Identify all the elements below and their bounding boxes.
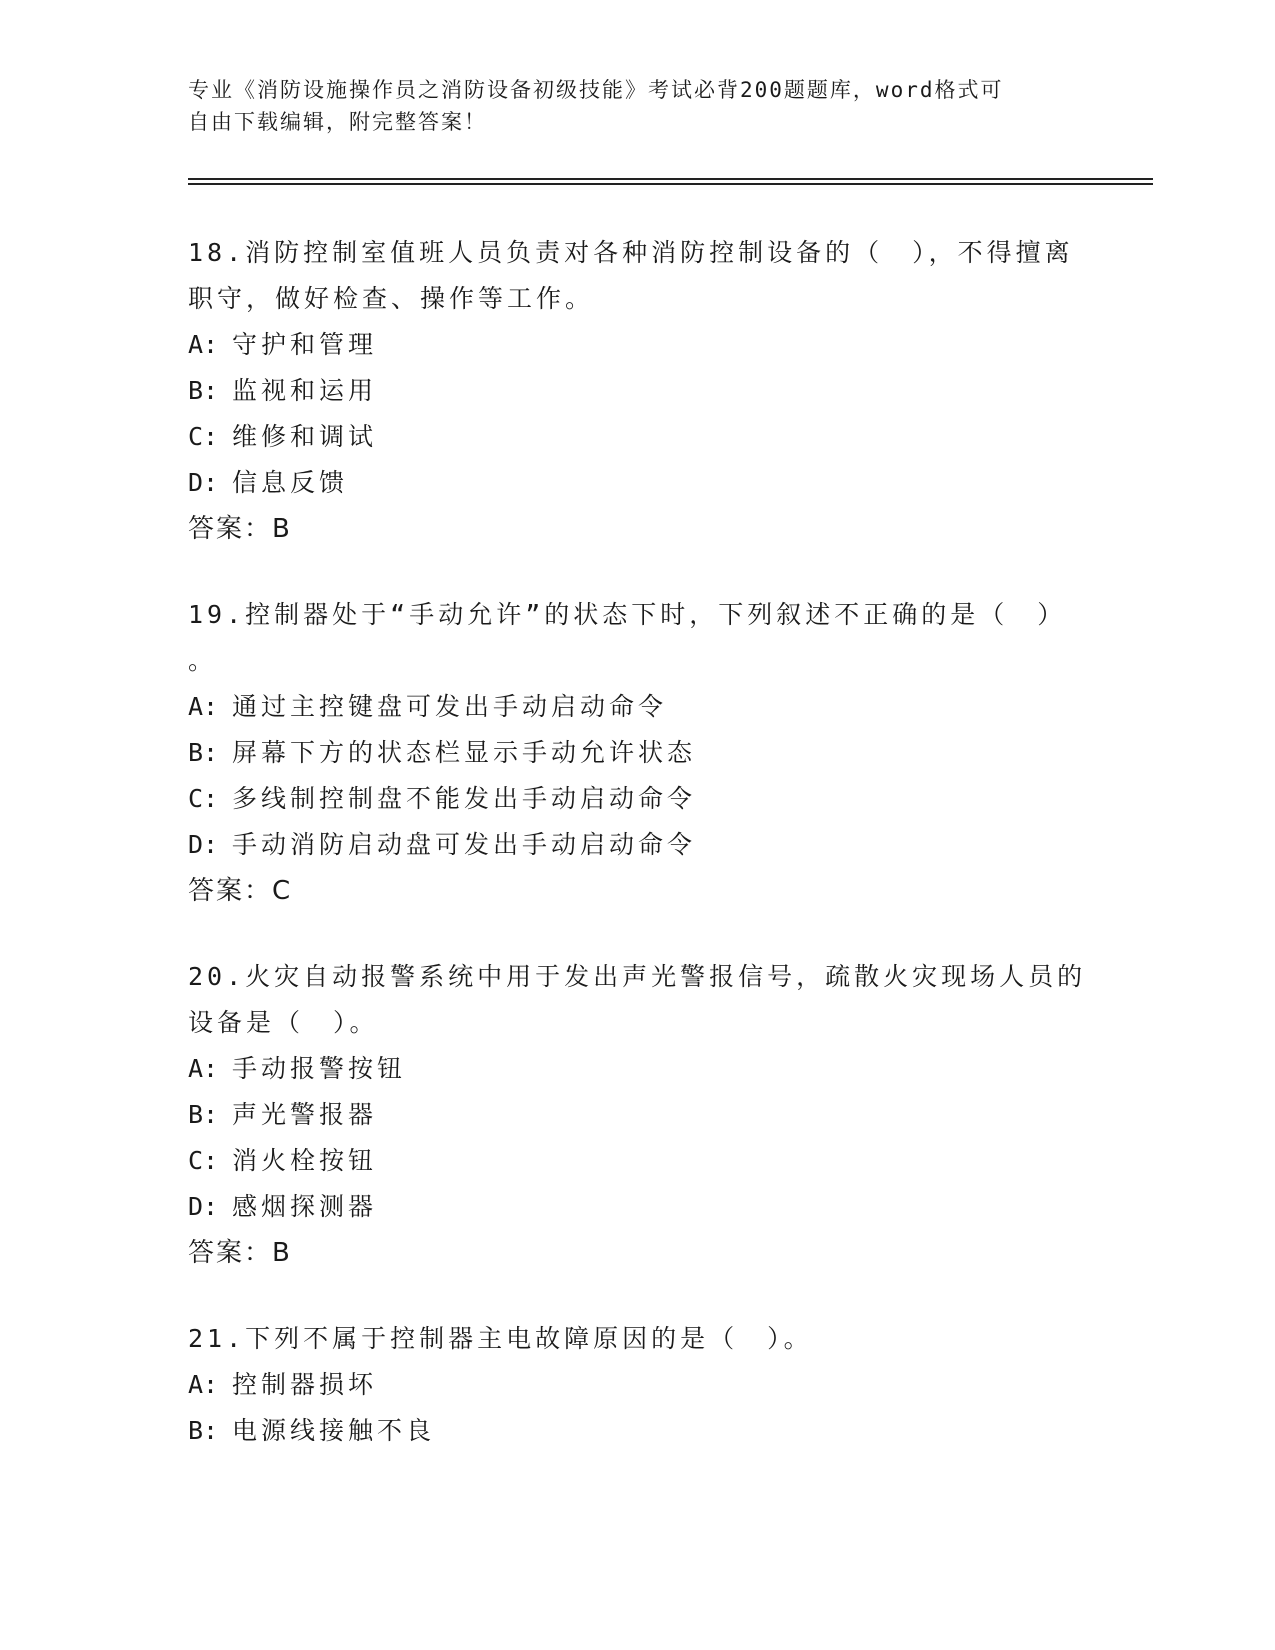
header-divider-bottom <box>188 183 1153 185</box>
option-a <box>188 322 1088 368</box>
option-b <box>188 368 1088 414</box>
question-21 <box>188 1316 1088 1454</box>
option-b <box>188 1092 1088 1138</box>
option-letter: B: <box>188 376 219 405</box>
option-c <box>188 776 1088 822</box>
option-letter: D: <box>188 468 219 497</box>
option-text: 声光警报器 <box>232 1100 378 1129</box>
answer-label: 答案：B <box>188 1238 292 1268</box>
option-b <box>188 730 1088 776</box>
option-c <box>188 1138 1088 1184</box>
option-a <box>188 684 1088 730</box>
option-letter: B: <box>188 738 219 767</box>
question-stem-line: 。 <box>188 646 218 675</box>
option-letter: A: <box>188 330 219 359</box>
option-letter: D: <box>188 830 219 859</box>
option-letter: C: <box>188 784 219 813</box>
option-letter: B: <box>188 1416 219 1445</box>
option-letter: B: <box>188 1100 219 1129</box>
answer-label: 答案：C <box>188 876 293 906</box>
question-18 <box>188 230 1088 552</box>
option-letter: A: <box>188 1370 219 1399</box>
option-a <box>188 1362 1088 1408</box>
option-letter: C: <box>188 422 219 451</box>
question-stem-line: 18.消防控制室值班人员负责对各种消防控制设备的（ ），不得擅离 <box>188 238 1074 267</box>
question-stem-line: 职守，做好检查、操作等工作。 <box>188 284 595 313</box>
option-d <box>188 822 1088 868</box>
option-c <box>188 414 1088 460</box>
option-text: 屏幕下方的状态栏显示手动允许状态 <box>232 738 697 767</box>
document-header <box>188 74 1088 138</box>
question-stem-line: 21.下列不属于控制器主电故障原因的是（ ）。 <box>188 1324 813 1353</box>
answer-label: 答案：B <box>188 514 292 544</box>
option-text: 电源线接触不良 <box>232 1416 436 1445</box>
question-20 <box>188 954 1088 1276</box>
option-b <box>188 1408 1088 1454</box>
option-text: 手动消防启动盘可发出手动启动命令 <box>232 830 697 859</box>
option-d <box>188 460 1088 506</box>
question-19 <box>188 592 1088 914</box>
header-divider-top <box>188 178 1153 180</box>
option-text: 消火栓按钮 <box>232 1146 378 1175</box>
option-text: 感烟探测器 <box>232 1192 378 1221</box>
option-text: 维修和调试 <box>232 422 378 451</box>
option-letter: A: <box>188 1054 219 1083</box>
header-line-1: 专业《消防设施操作员之消防设备初级技能》考试必背200题题库，word格式可 <box>188 78 1004 102</box>
option-text: 控制器损坏 <box>232 1370 378 1399</box>
option-text: 多线制控制盘不能发出手动启动命令 <box>232 784 697 813</box>
option-text: 守护和管理 <box>232 330 378 359</box>
option-a <box>188 1046 1088 1092</box>
option-text: 手动报警按钮 <box>232 1054 407 1083</box>
header-line-2: 自由下载编辑，附完整答案！ <box>188 110 487 134</box>
option-text: 信息反馈 <box>232 468 349 497</box>
option-letter: C: <box>188 1146 219 1175</box>
option-text: 监视和运用 <box>232 376 378 405</box>
option-text: 通过主控键盘可发出手动启动命令 <box>232 692 668 721</box>
option-letter: A: <box>188 692 219 721</box>
question-stem-line: 设备是（ ）。 <box>188 1008 379 1037</box>
question-stem-line: 20.火灾自动报警系统中用于发出声光警报信号，疏散火灾现场人员的 <box>188 962 1087 991</box>
option-letter: D: <box>188 1192 219 1221</box>
question-stem-line: 19.控制器处于“手动允许”的状态下时，下列叙述不正确的是（ ） <box>188 600 1067 629</box>
option-d <box>188 1184 1088 1230</box>
